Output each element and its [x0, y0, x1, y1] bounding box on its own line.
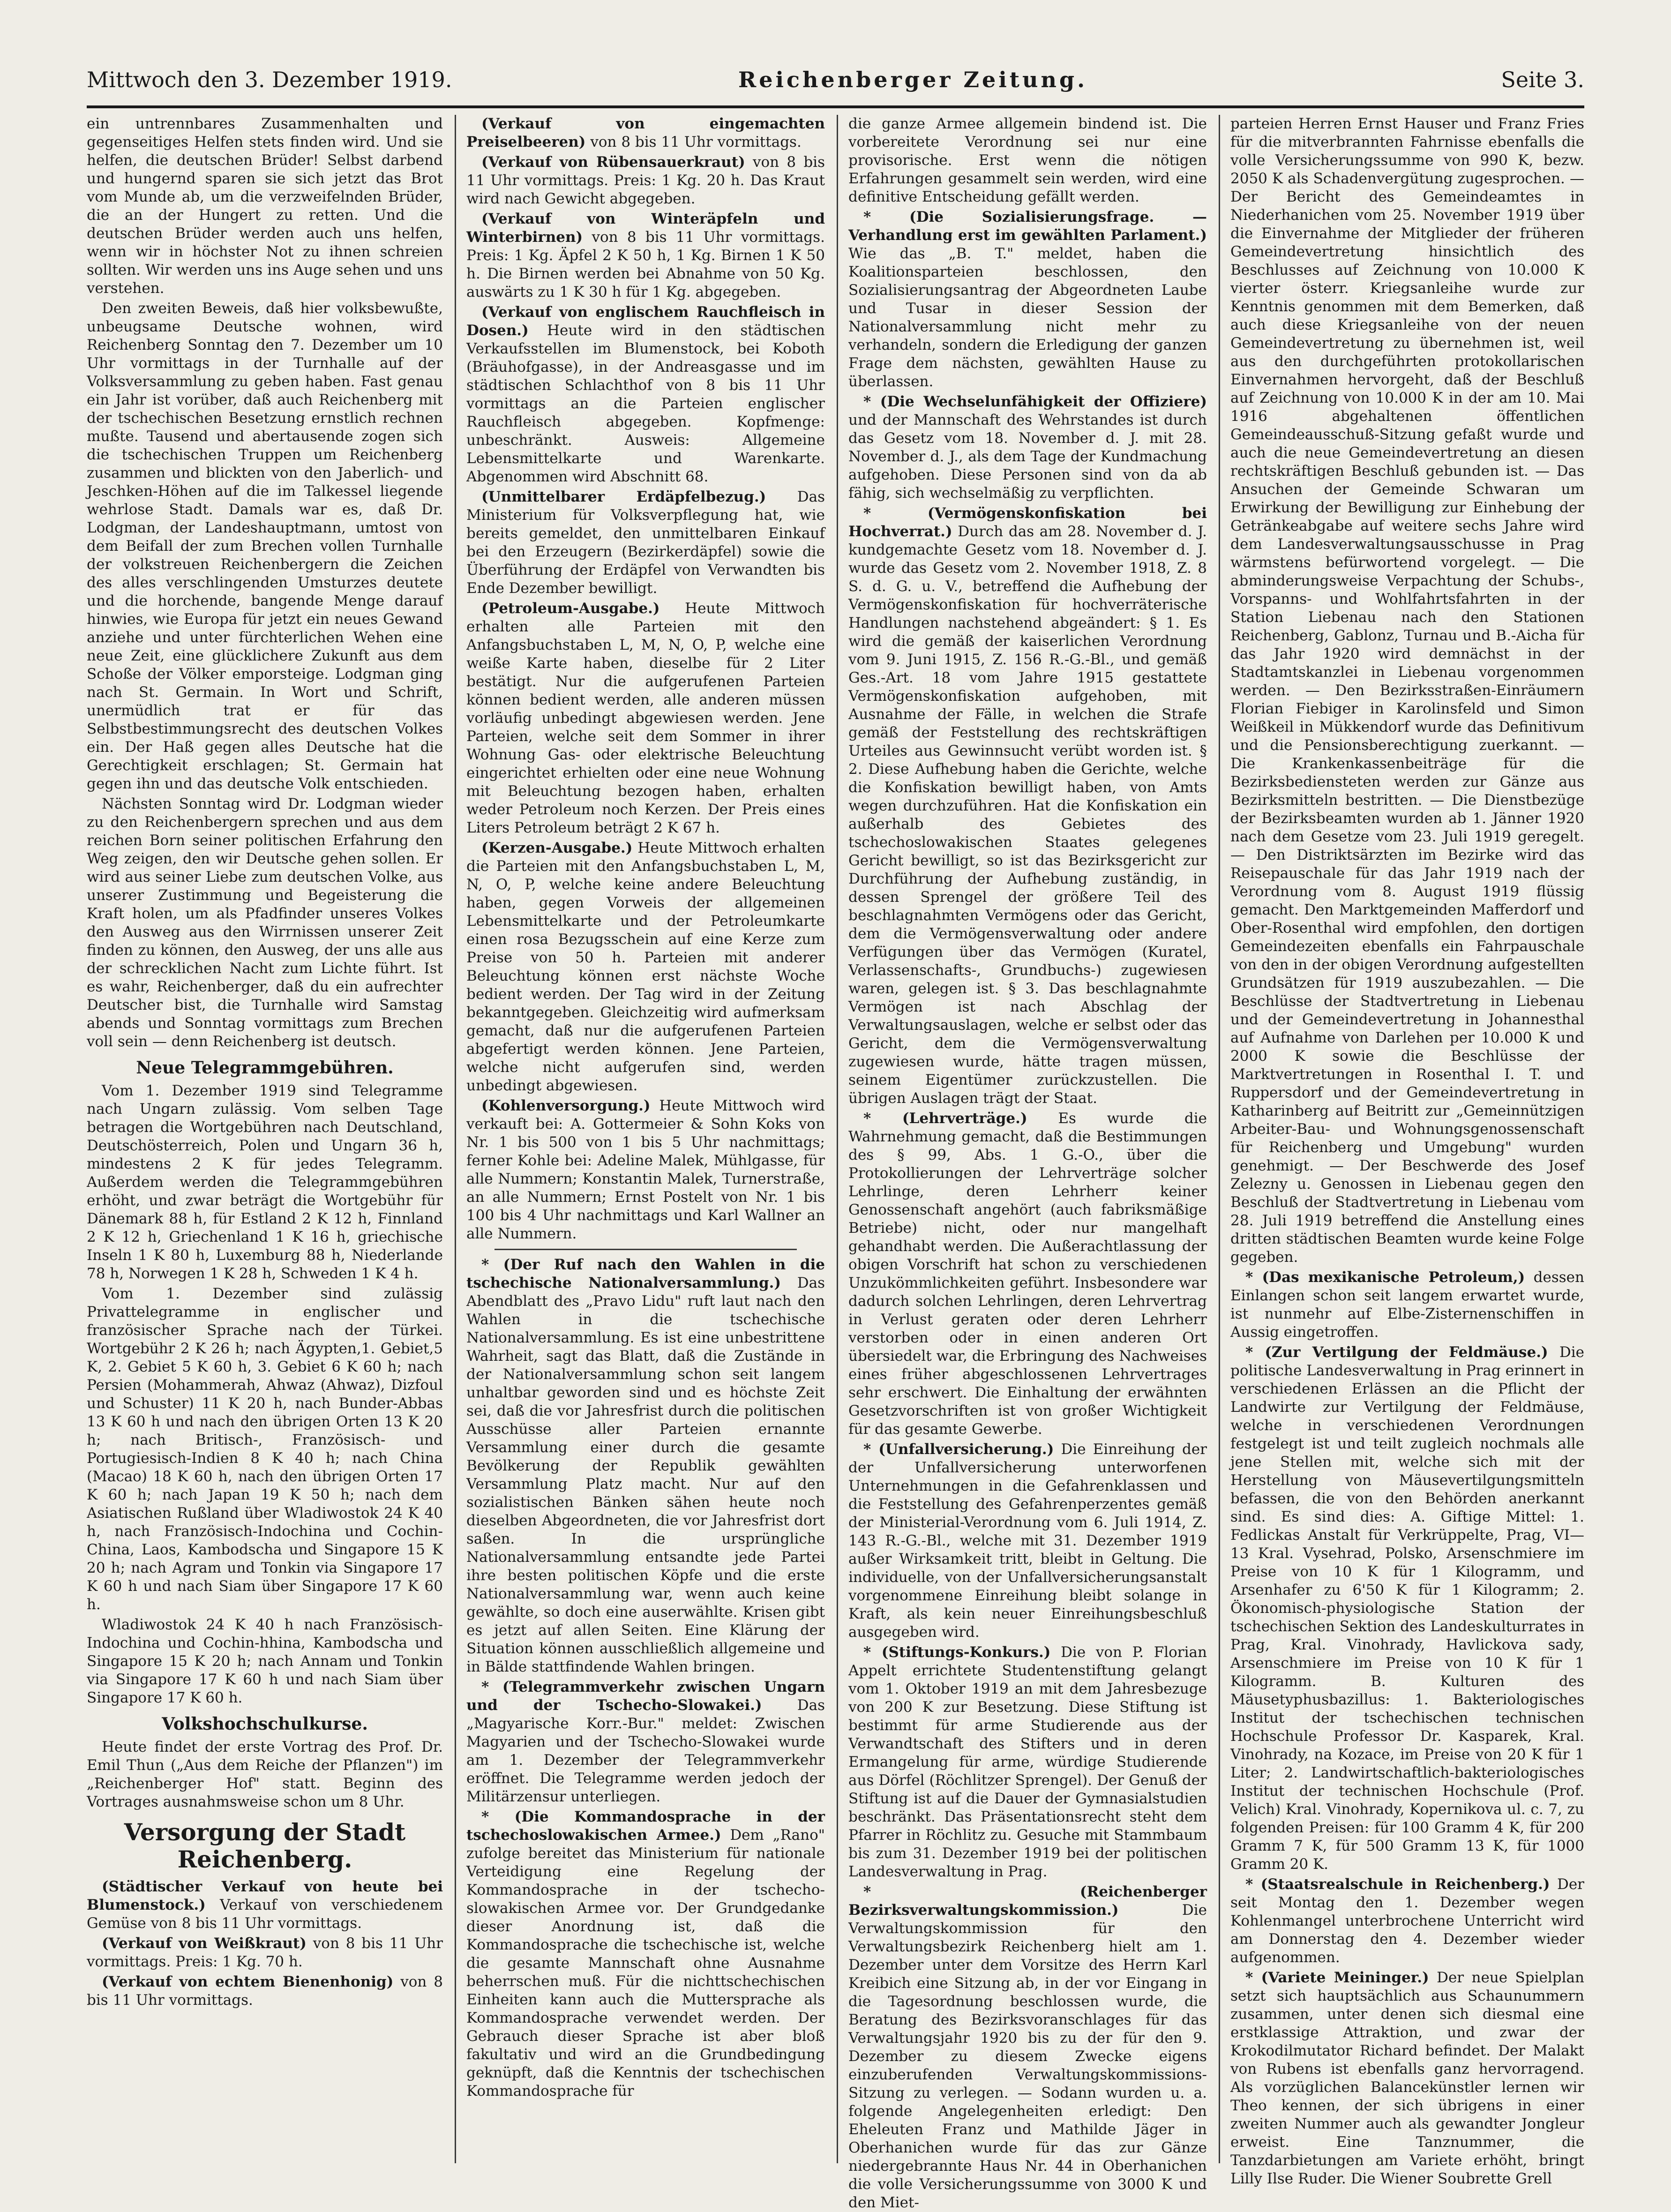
notice-text: Es wurde die Wahrnehmung gemacht, daß die Bestimmungen des § 99, Abs. 1 G.-O., über die Protokollierungen der Lehrverträge solcher Lehrlinge, deren Lehrherr keiner Genossenschaft angehört (auch fabriksmäßige Betriebe) nicht, oder nur mangelhaft gehandhabt werden. Die Außerachtlassung der obigen Vorschrift hat schon zu verschiedenen Unzukömmlichkeiten geführt. Insbesondere war dadurch solchen Lehrlingen, deren Lehrvertrag in Verlust geraten oder deren Lehrherr verstorben oder in einen anderen Ort übersiedelt war, die Erbringung des Nachweises eines früher abgeschlossenen Lehrvertrages sehr erschwert. Die Einhaltung der erwähnten Gesetzvorschriften ist von großer Wichtigkeit für das gesamte Gewerbe.: [848, 1110, 1207, 1438]
section-heading-versorgung: Versorgung der Stadt Reichenberg.: [124, 1818, 406, 1873]
notice-text: Durch das am 28. November d. J. kundgemachte Gesetz vom 18. November d. J. wurde das Gesetz vom 2. November 1918, Z. 8 S. d. G. u. V., betreffend die Aufhebung der Vermögenskonfiskation für hochverräterische Handlungen nachstehend abgeändert: § 1. Es wird die gemäß der kaiserlichen Verordnung vom 9. Juni 1915, Z. 156 R.-G.-Bl., und gemäß Ges.-Art. 18 vom Jahre 1915 gestattete Vermögenskonfiskation aufgehoben, mit Ausnahme der Fälle, in welchen die Strafe gemäß der Feststellung des rechtskräftigen Urteiles aus Gewinnsucht verübt worden ist. § 2. Diese Aufhebung haben die Gerichte, welche die Konfiskation bewilligt haben, von Amts wegen durchzuführen. Hat die Konfiskation ein außerhalb des Gebietes des tschechoslowakischen Staates gelegenes Gericht bewilligt, so ist das Bezirksgericht zur Durchführung der Aufhebung zuständig, in dessen Sprengel der größere Teil des beschlagnahmten Vermögens oder das Gericht, dem die Vermögensverwaltung oder andere Verfügungen über das Vermögen (Kuratel, Verlassenschafts-, Grundbuchs-) zugewiesen waren, gelegen ist. § 3. Das beschlagnahmte Vermögen ist nach Abschlag der Verwaltungsauslagen, welche er selbst oder das Gericht, dem die Vermögensverwaltung zugewiesen wurde, hätte tragen müssen, seinem Eigentümer zurückzustellen. Die übrigen Auslagen trägt der Staat.: [848, 523, 1207, 1107]
notice-heading: (Verkauf von Weißkraut): [102, 1935, 307, 1952]
notice-heading: * (Vermögenskonfiskation bei Hochverrat.): [848, 505, 1207, 540]
notice: [848, 1110, 1207, 1439]
masthead-page-number: Seite 3.: [1501, 67, 1584, 92]
notice-heading: * (Telegrammverkehr zwischen Ungarn und der Tschecho-Slowakei.): [466, 1679, 825, 1714]
notice-heading: (Kerzen-Ausgabe.): [481, 840, 633, 856]
notice-heading: * (Das mexikanische Petroleum,): [1245, 1269, 1525, 1286]
notice-heading: (Verkauf von englischem Rauchfleisch in Dosen.): [466, 304, 825, 339]
masthead: [87, 66, 1584, 98]
notice: [87, 1973, 443, 2010]
masthead-title: Reichenberger Zeitung.: [738, 67, 1088, 92]
notice-heading: (Verkauf von echtem Bienenhonig): [102, 1973, 394, 1990]
notice: [1230, 1875, 1584, 1967]
section-divider: [495, 1249, 797, 1250]
column-2: [466, 115, 825, 2163]
notice: [848, 1883, 1207, 2212]
notice-heading: * (Die Kommandosprache in der tschechoslowakischen Armee.): [466, 1808, 825, 1844]
notice: [466, 303, 825, 486]
column-divider: [837, 115, 838, 2163]
notice-text: Dem „Rano" zufolge bereitet das Ministerium für nationale Verteidigung eine Regelung der Kommandosprache in der tschecho-slowakischen Armee vor. Der Grundgedanke dieser Anordnung ist, daß die Kommandosprache die tschechische ist, welche die gesamte Mannschaft ohne Ausnahme beherrschen muß. Für die nichttschechischen Einheiten kann auch die Muttersprache als Kommandosprache verwendet werden. Der Gebrauch dieser Sprache ist aber bloß fakultativ und wird an die Grundbedingung geknüpft, daß die Kenntnis der tschechischen Kommandosprache für: [466, 1827, 825, 2100]
paragraph: ein untrennbares Zusammenhalten und gegenseitiges Helfen stets finden wird. Und sie helfen, die deutschen Brüder! Selbst darbend und hungernd sparen sie sich jetzt das Brot vom Munde ab, um die verzweifelnden Brüder, die an der Hungert zu retten. Und die deutschen Brüder werden auch uns helfen, wenn wir in höchster Not zu ihnen schreien sollten. Wir werden uns ins Auge sehen und uns verstehen.: [87, 115, 443, 297]
notice: [1230, 1969, 1584, 2188]
masthead-rule: [87, 105, 1584, 108]
notice-heading: (Verkauf von Winteräpfeln und Winterbirnen): [466, 210, 825, 246]
paragraph: Vom 1. Dezember 1919 sind Telegramme nach Ungarn zulässig. Vom selben Tage betragen die Wortgebühren nach Deutschland, Deutschösterreich, Polen und Ungarn 36 h, mindestens 2 K für jedes Telegramm. Außerdem werden die Telegrammgebühren erhöht, und zwar beträgt die Wortgebühr für Dänemark 88 h, für Estland 2 K 12 h, Finnland 2 K 12 h, Griechenland 1 K 16 h, griechische Inseln 1 K 80 h, Luxemburg 88 h, Niederlande 78 h, Norwegen 1 K 28 h, Schweden 1 K 4 h.: [87, 1082, 443, 1282]
notice: [1230, 1268, 1584, 1342]
notice-text: Heute wird in den städtischen Verkaufsstellen im Blumenstock, bei Koboth (Bräuhofgasse), in der Andreasgasse und im städtischen Schlachthof von 8 bis 11 Uhr vormittags an die Parteien englischer Rauchfleisch abgegeben. Kopfmenge: unbeschränkt. Ausweis: Allgemeine Lebensmittelkarte und Warenkarte. Abgenommen wird Abschnitt 68.: [466, 322, 825, 485]
notice-heading: (Verkauf von Rübensauerkraut): [481, 154, 745, 171]
notice-text: Die politische Landesverwaltung in Prag erinnert in verschiedenen Erlässen an die Pflicht der Landwirte zur Vertilgung der Feldmäuse, welche in verschiedenen Verordnungen festgelegt ist und teilt zugleich nochmals alle jene Stellen mit, welche sich mit der Herstellung von Mäusevertilgungsmitteln befassen, die von den Behörden anerkannt sind. Es sind dies: A. Giftige Mittel: 1. Fedlickas Anstalt für Verkrüppelte, Prag, VI—13 Kral. Vysehrad, Polsko, Arsenschmiere im Preise von 10 K für 1 Kilogramm, und Arsenhafer zu 6'50 K für 1 Kilogramm; 2. Ökonomisch-physiologische Station der tschechischen Sektion des Landeskulturrates in Prag, Kral. Vinohrady, Havlickova sady, Arsenschmiere im Preise von 10 K für 1 Kilogramm. B. Kulturen des Mäusetyphusbazillus: 1. Bakteriologisches Institut der tschechischen technischen Hochschule Professor Dr. Kasparek, Kral. Vinohrady, na Kozace, im Preise von 20 K für 1 Liter; 2. Landwirtschaftlich-bakteriologisches Institut der technischen Hochschule (Prof. Velich) Kral. Vinohrady, Kopernikova ul. c. 7, zu folgenden Preisen: für 100 Gramm 4 K, für 200 Gramm 7 K, für 500 Gramm 13 K, für 1000 Gramm 20 K.: [1230, 1344, 1584, 1873]
notice-heading: * (Stiftungs-Konkurs.): [863, 1644, 1051, 1661]
notice-text: Die Einreihung der der Unfallversicherung unterworfenen Unternehmungen in die Gefahrenklassen und die Feststellung des Gefahrenperzentes gemäß der Ministerial-Verordnung vom 6. Juli 1914, Z. 143 R.-G.-Bl., welche mit 31. Dezember 1919 außer Wirksamkeit tritt, bleibt in Geltung. Die individuelle, von der Unfallversicherungsanstalt vorgenommene Einreihung bleibt solange in Kraft, als kein neuer Einreihungsbeschluß ausgegeben wird.: [848, 1441, 1207, 1641]
notice-text: von 8 bis 11 Uhr vormittags. Preis: 1 Kg. 70 h.: [87, 1935, 443, 1970]
notice: [466, 115, 825, 151]
paragraph: Den zweiten Beweis, daß hier volksbewußte, unbeugsame Deutsche wohnen, wird Reichenberg Sonntag den 7. Dezember um 10 Uhr vormittags in der Turnhalle auf der Volksversammlung zu geben haben. Fast genau ein Jahr ist vorüber, daß auch Reichenberg mit der tschechischen Besetzung ernstlich rechnen mußte. Tausend und abertausende zogen sich die tschechischen Truppen um Reichenberg zusammen und blickten von den Jaberlich- und Jeschken-Höhen auf die im Talkessel liegende wehrlose Stadt. Damals war es, daß Dr. Lodgman, der Landeshauptmann, umtost von dem Beifall der zum Brechen vollen Turnhalle der volkstreuen Reichenbergern die Zeichen des alles verschlingenden Umsturzes deutete und die horchende, bangende Menge darauf hinwies, wie Europa für jetzt ein neues Gewand anziehe und unter fürchterlichen Wehen eine neue Zeit, eine glücklichere Zukunft aus dem Schoße der Völker emporsteige. Lodgman ging nach St. Germain. In Wort und Schrift, unermüdlich trat er für das Selbstbestimmungsrecht des deutschen Volkes ein. Der Haß gegen alles Deutsche hat die Gerechtigkeit erschlagen; St. Germain hat gegen ihn und das deutsche Volk entschieden.: [87, 300, 443, 792]
notice: [87, 1878, 443, 1933]
column-3: [848, 115, 1207, 2211]
notice-heading: * (Unfallversicherung.): [863, 1441, 1054, 1458]
notice: [466, 1808, 825, 2100]
notice-text: Die Verwaltungskommission für den Verwaltungsbezirk Reichenberg hielt am 1. Dezember unter dem Vorsitze des Herrn Karl Kreibich eine Sitzung ab, in der vor Eingang in die Tagesordnung beschlossen wurde, die Beratung des Bezirksvoranschlages für das Verwaltungsjahr 1920 bis zu der für den 9. Dezember zu diesem Zwecke eigens einzuberufenden Verwaltungskommissions-Sitzung zu verlegen. — Sodann wurden u. a. folgende Angelegenheiten erledigt: Den Eheleuten Franz und Mathilde Jäger in Oberhanichen wurde für das zur Gänze niedergebrannte Haus Nr. 44 in Oberhanichen die volle Versicherungssumme von 3000 K und den Miet-: [848, 1902, 1207, 2211]
notice-heading: * (Zur Vertilgung der Feldmäuse.): [1245, 1344, 1548, 1361]
notice-text: Verkauf von verschiedenem Gemüse von 8 bis 11 Uhr vormittags.: [87, 1897, 443, 1932]
notice-text: von 8 bis 11 Uhr vormittags.: [87, 1973, 443, 2009]
column-divider: [455, 115, 456, 2163]
paragraph: Wladiwostok 24 K 40 h nach Französisch-Indochina und Cochin-hhina, Kambodscha und Singapore 15 K 20 h; nach Annam und Tonkin via Singapore 17 K 60 h und nach Siam über Singapore 17 K 60 h.: [87, 1616, 443, 1706]
notice-heading: * (Die Sozialisierungsfrage. — Verhandlung erst im gewählten Parlament.): [848, 209, 1207, 244]
notice-text: von 8 bis 11 Uhr vormittags. Preis: 1 Kg. 20 h. Das Kraut wird nach Gewicht abgegeben.: [466, 154, 825, 207]
notice-text: Wie das „B. T." meldet, haben die Koalitionsparteien beschlossen, den Sozialisierungsantrag der Abgeordneten Laube und Tusar in dieser Session der Nationalversammlung nicht mehr zu verhandeln, sondern die Erledigung der ganzen Frage dem nächsten, gewählten Hause zu überlassen.: [848, 245, 1207, 390]
notice-heading: (Petroleum-Ausgabe.): [481, 600, 660, 617]
notice: [466, 488, 825, 598]
section-heading-telegramm: Neue Telegrammgebühren.: [136, 1058, 394, 1078]
notice-heading: * (Staatsrealschule in Reichenberg.): [1245, 1876, 1550, 1893]
notice: [466, 210, 825, 301]
notice-heading: * (Reichenberger Bezirksverwaltungskommission.): [848, 1883, 1207, 1919]
notice-text: Der seit Montag den 1. Dezember wegen Kohlenmangel unterbrochene Unterricht wird am Donnerstag den 4. Dezember wieder aufgenommen.: [1230, 1876, 1584, 1966]
notice-text: Die von P. Florian Appelt errichtete Studentenstiftung gelangt vom 1. Oktober 1919 an mit dem Jahresbezuge von 200 K zur Besetzung. Diese Stiftung ist bestimmt für arme Studierende aus der Verwandtschaft des Stifters und in deren Ermangelung für arme, würdige Studierende aus Dörfel (Röchlitzer Sprengel). Der Genuß der Stiftung ist auf die Dauer der Gymnasialstudien beschränkt. Das Präsentationsrecht steht dem Pfarrer in Röchlitz zu. Gesuche mit Stammbaum bis zum 31. Dezember 1919 bei der politischen Landesverwaltung in Prag.: [848, 1644, 1207, 1880]
notice-text: Das „Magyarische Korr.-Bur." meldet: Zwischen Magyarien und der Tschecho-Slowakei wurde am 1. Dezember der Telegrammverkehr eröffnet. Die Telegramme werden jedoch der Militärzensur unterliegen.: [466, 1697, 825, 1805]
notice: [848, 208, 1207, 391]
notice: [87, 1935, 443, 1971]
notice-text: Der neue Spielplan setzt sich hauptsächlich aus Schaunummern zusammen, unter denen sich diesmal eine erstklassige Attraktion, und zwar der Krokodilmutator Richard befindet. Der Malakt von Rubens ist ebenfalls ganz hervorragend. Als vorzüglichen Balancekünstler lernen wir Theo kennen, der sich übrigens in einer zweiten Nummer auch als gewandter Jongleur erweist. Eine Tanznummer, die Tanzdarbietungen am Variete erhöht, bringt Lilly Ilse Ruder. Die Wiener Soubrette Grell: [1230, 1969, 1584, 2187]
notice-heading: * (Die Wechselunfähigkeit der Offiziere): [863, 393, 1207, 410]
paragraph: die ganze Armee allgemein bindend ist. Die vorbereitete Verordnung sei nur eine provisorische. Erst wenn die nötigen Erfahrungen gesammelt sein werden, wird eine definitive Entscheidung gefällt werden.: [848, 115, 1207, 205]
notice: [466, 1256, 825, 1676]
notice: [466, 1097, 825, 1243]
notice-heading: * (Variete Meininger.): [1245, 1969, 1429, 1986]
notice: [848, 1440, 1207, 1642]
notice-text: Heute Mittwoch erhalten alle Parteien mit den Anfangsbuchstaben L, M, N, O, P, welche eine weiße Karte haben, dieselbe für 2 Liter bestätigt. Nur die aufgerufenen Parteien können bedient werden, alle anderen müssen vorläufig unbedingt abgewiesen werden. Jene Parteien, welche seit dem Sommer in ihrer Wohnung Gas- oder elektrische Beleuchtung eingerichtet erhielten oder eine neue Wohnung mit Beleuchtung bezogen haben, erhalten weder Petroleum noch Kerzen. Der Preis eines Liters Petroleum beträgt 2 K 67 h.: [466, 600, 825, 836]
paragraph: parteien Herren Ernst Hauser und Franz Fries für die mitverbrannten Fahrnisse ebenfalls die volle Versicherungssumme von 990 K, bezw. 2050 K als Schadenvergütung zugesprochen. — Der Bericht des Gemeindeamtes in Niederhanichen vom 25. November 1919 über die Einvernahme der Mitglieder der früheren Gemeindevertretung hinsichtlich des Beschlusses auf Zeichnung von 10.000 K vierter österr. Kriegsanleihe wurde zur Kenntnis genommen mit dem Bemerken, daß auch diese Kriegsanleihe von der neuen Gemeindevertretung zu übernehmen ist, weil aus den durchgeführten protokollarischen Einvernahmen hervorgeht, daß der Beschluß auf Zeichnung von 10.000 K in der am 10. Mai 1916 abgehaltenen öffentlichen Gemeindeausschuß-Sitzung gefaßt wurde und auch die neue Gemeindevertretung an diesen rechtskräftigen Beschluß gebunden ist. — Das Ansuchen der Gemeinde Schwaran um Erwirkung der Bewilligung zur Einhebung der Getränkeabgabe auf weitere sechs Jahre wird dem Landesverwaltungsausschusse in Prag wärmstens befürwortend vorgelegt. — Die abminderungsweise Verpachtung der Schubs-, Vorspanns- und Wohlfahrtsfahrten in der Station Liebenau nach den Stationen Reichenberg, Gablonz, Turnau und B.-Aicha für das Jahr 1920 wird demnächst in der Stadtamtskanzlei in Liebenau vorgenommen werden. — Den Bezirksstraßen-Einräumern Florian Fiebiger in Karolinsfeld und Simon Weißkeil in Mükkendorf wurde das Definitivum und die Pensionsberechtigung zuerkannt. — Die Krankenkassenbeiträge für die Bezirksbediensteten werden zur Gänze aus Bezirksmitteln bestritten. — Die Dienstbezüge der Bezirksbeamten wurden ab 1. Jänner 1920 nach dem Gesetze vom 23. Juli 1919 geregelt. — Den Distriktsärzten im Bezirke wird das Reisepauschale für das Jahr 1919 nach der Verordnung vom 8. August 1919 flüssig gemacht. Den Marktgemeinden Mafferdorf und Ober-Rosenthal wird empfohlen, den dortigen Gemeindezeiten ebenfalls ein Fahrpauschale von den in der obigen Verordnung aufgestellten Grundsätzen für 1919 auszubezahlen. — Die Beschlüsse der Stadtvertretung in Liebenau und der Gemeindevertretung in Johannesthal auf Aufnahme von Darlehen per 10.000 K und 2000 K sowie die Beschlüsse der Marktvertretungen in Rosenthal I. T. und Ruppersdorf und der Gemeindevertretung in Katharinberg auf Beitritt zur „Gemeinnützigen Arbeiter-Bau- und Wohnungsgenossenschaft für Reichenberg und Umgebung" wurden genehmigt. — Der Beschwerde des Josef Zelezny u. Genossen in Liebenau gegen den Beschluß der Stadtvertretung in Liebenau vom 28. Juli 1919 betreffend die Anstellung eines dritten städtischen Beamten wurde keine Folge gegeben.: [1230, 115, 1584, 1266]
notice-text: und der Mannschaft des Wehrstandes ist durch das Gesetz vom 18. November d. J. mit 28. November d. J., als dem Tage der Kundmachung aufgehoben. Diese Personen sind von da ab fähig, sich wechselmäßig zu verpflichten.: [848, 412, 1207, 502]
notice-heading: * (Lehrverträge.): [863, 1110, 1027, 1127]
notice-text: Das Abendblatt des „Pravo Lidu" ruft laut nach den Wahlen in die tschechische Nationalversammlung. Es ist eine unbestrittene Wahrheit, sagt das Blatt, daß die Zustände in der Nationalversammlung schon seit langem unhaltbar geworden sind und es höchste Zeit sei, daß die vor Jahresfrist durch die politischen Ausschüsse aller Parteien ernannte Versammlung einer durch die gesamte Bevölkerung der Republik gewählten Versammlung Platz macht. Nur auf den sozialistischen Bänken sähen heute noch dieselben Abgeordneten, die vor Jahresfrist dort saßen. In die ursprüngliche Nationalversammlung entsandte jede Partei ihre besten politischen Köpfe und die erste Nationalversammlung war, wenn auch keine gewählte, so doch eine auserwählte. Krisen gibt es jetzt auf allen Seiten. Eine Klärung der Situation können ausschließlich allgemeine und in Bälde stattfindende Wahlen bringen.: [466, 1275, 825, 1675]
notice-text: von 8 bis 11 Uhr vormittags.: [590, 134, 802, 150]
notice-text: dessen Einlangen schon seit langem erwartet wurde, ist nunmehr auf Elbe-Zisternenschiffen in Aussig eingetroffen.: [1230, 1269, 1584, 1341]
paragraph: Heute findet der erste Vortrag des Prof. Dr. Emil Thun („Aus dem Reiche der Pflanzen") im „Reichenberger Hof" statt. Beginn des Vortrages ausnahmsweise schon um 8 Uhr.: [87, 1739, 443, 1810]
notice-text: Heute Mittwoch wird verkauft bei: A. Gottermeier & Sohn Koks von Nr. 1 bis 500 von 1 bis 5 Uhr nachmittags; ferner Kohle bei: Adeline Malek, Mühlgasse, für alle Nummern; Konstantin Malek, Turnerstraße, an alle Nummern; Ernst Postelt von Nr. 1 bis 100 bis 4 Uhr nachmittags und Karl Wallner an alle Nummern.: [466, 1097, 825, 1242]
notice: [848, 1643, 1207, 1881]
notice: [466, 839, 825, 1095]
notice-heading: (Städtischer Verkauf von heute bei Blumenstock.): [87, 1878, 443, 1913]
notice-heading: (Verkauf von eingemachten Preiselbeeren): [466, 115, 825, 150]
notice-text: Das Ministerium für Volksverpflegung hat, wie bereits gemeldet, den unmittelbaren Einkauf bei den Erzeugern (Bezirkerdäpfel) sowie die Überführung der Erdäpfel von Verwandten bis Ende Dezember bewilligt.: [466, 488, 825, 597]
notice: [848, 504, 1207, 1108]
column-1: [87, 115, 443, 2163]
notice-text: Heute Mittwoch erhalten die Parteien mit den Anfangsbuchstaben L, M, N, O, P, welche keine andere Beleuchtung haben, gegen Vorweis der allgemeinen Lebensmittelkarte und der Petroleumkarte einen rosa Bezugsschein auf eine Kerze zum Preise von 50 h. Parteien mit anderer Beleuchtung können erst nächste Woche bedient werden. Der Tag wird in der Zeitung bekanntgegeben. Gleichzeitig wird aufmerksam gemacht, daß nur die aufgerufenen Parteien abgefertigt werden können. Jene Parteien, welche nicht aufgerufen sind, werden unbedingt abgewiesen.: [466, 840, 825, 1094]
notice: [466, 153, 825, 208]
notice-text: von 8 bis 11 Uhr vormittags. Preis: 1 Kg. Äpfel 2 K 50 h, 1 Kg. Birnen 1 K 50 h. Die Birnen werden bei Abnahme von 50 Kg. auswärts zu 1 K 30 h für 1 Kg. abgegeben.: [466, 229, 825, 300]
notice-heading: * (Der Ruf nach den Wahlen in die tschechische Nationalversammlung.): [466, 1256, 825, 1291]
column-divider: [1219, 115, 1220, 2163]
paragraph: Nächsten Sonntag wird Dr. Lodgman wieder zu den Reichenbergern sprechen und aus dem reichen Born seiner politischen Erfahrung den Weg zeigen, den wir Deutsche gehen sollen. Er wird aus seiner Liebe zum deutschen Volke, aus unserer Zustimmung und Begeisterung die Kraft holen, um als Pfadfinder unseres Volkes den Ausweg aus den Wirrnissen unserer Zeit finden zu können, den Ausweg, der uns alle aus der schrecklichen Nacht zum Lichte führt. Ist es wahr, Reichenberger, daß du ein aufrechter Deutscher bist, die Turnhalle wird Samstag abends und Sonntag vormittags zum Brechen voll sein — denn Reichenberg ist deutsch.: [87, 795, 443, 1050]
notice: [466, 1678, 825, 1806]
notice-heading: (Kohlenversorgung.): [481, 1097, 651, 1114]
notice: [466, 600, 825, 837]
notice: [1230, 1343, 1584, 1874]
notice-heading: (Unmittelbarer Erdäpfelbezug.): [481, 488, 766, 505]
paragraph: Vom 1. Dezember sind zulässig Privattelegramme in englischer und französischer Sprache nach der Türkei. Wortgebühr 2 K 26 h; nach Ägypten,1. Gebiet,5 K, 2. Gebiet 5 K 60 h, 3. Gebiet 6 K 60 h; nach Persien (Mohammerah, Ahwaz (Ahwaz), Dizfoul und Schuster) 11 K 20 h, nach Bunder-Abbas 13 K 60 h und nach den übrigen Orten 13 K 20 h; nach Britisch-, Französisch- und Portugiesisch-Indien 8 K 40 h; nach China (Macao) 18 K 60 h, nach den übrigen Orten 17 K 60 h; nach Japan 19 K 50 h; nach dem Asiatischen Rußland über Wladiwostok 24 K 40 h, nach Französisch-Indochina und Cochin-China, Laos, Kambodscha und Singapore 15 K 20 h; nach Agram und Tonkin via Singapore 17 K 60 h und nach Siam über Singapore 17 K 60 h.: [87, 1285, 443, 1613]
masthead-date: Mittwoch den 3. Dezember 1919.: [87, 67, 452, 92]
column-4: [1230, 115, 1584, 2187]
notice: [848, 393, 1207, 502]
section-heading-volkshochschule: Volkshochschulkurse.: [162, 1714, 368, 1734]
